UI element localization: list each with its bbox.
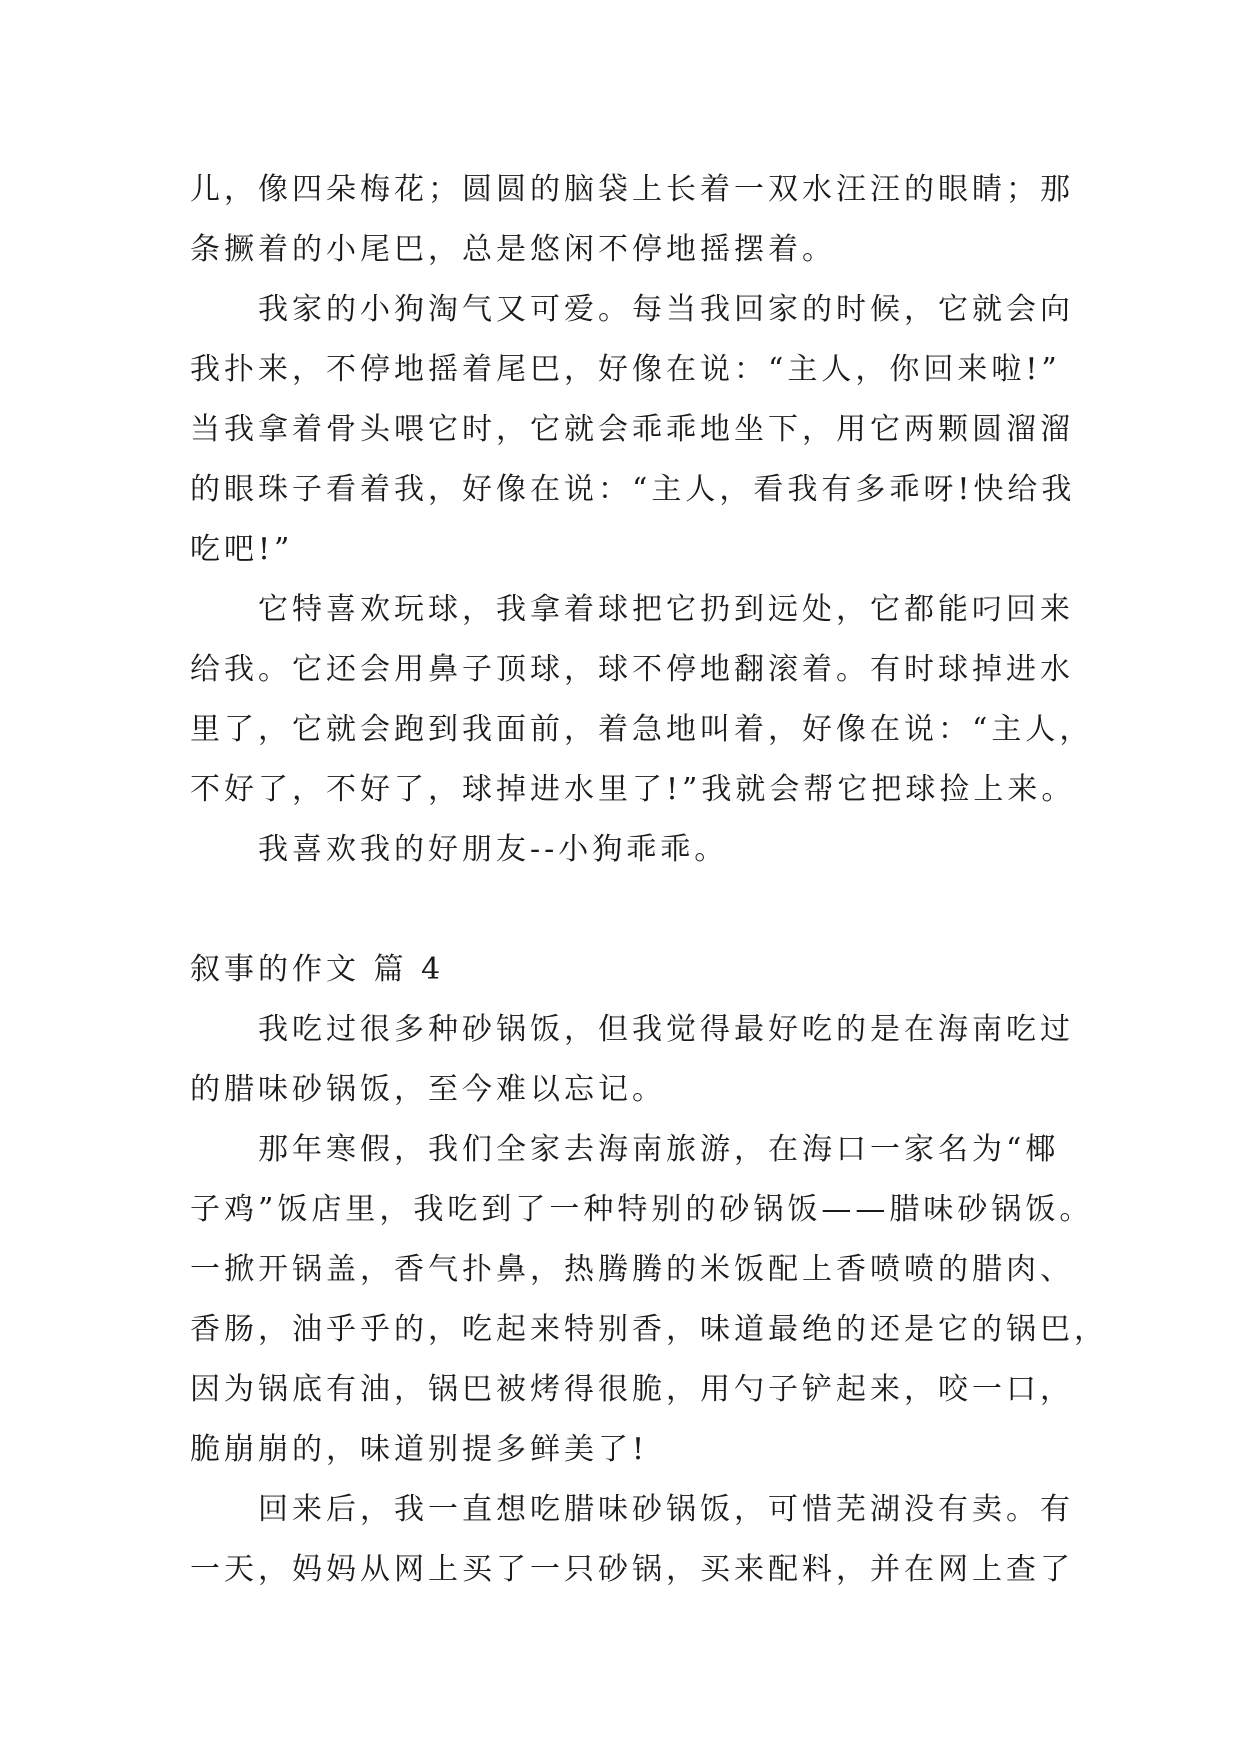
text-line: 子鸡”饭店里，我吃到了一种特别的砂锅饭——腊味砂锅饭。 bbox=[190, 1192, 1094, 1227]
text-line: 的腊味砂锅饭，至今难以忘记。 bbox=[190, 1072, 666, 1107]
text-line: 回来后，我一直想吃腊味砂锅饭，可惜芜湖没有卖。有 bbox=[258, 1492, 1074, 1527]
text-line: 条撅着的小尾巴，总是悠闲不停地摇摆着。 bbox=[190, 232, 836, 267]
paragraph-claypot-home bbox=[190, 1480, 1074, 1600]
text-line: 一天，妈妈从网上买了一只砂锅，买来配料，并在网上查了 bbox=[190, 1552, 1074, 1587]
text-line: 里了，它就会跑到我面前，着急地叫着，好像在说：“主人， bbox=[190, 712, 1094, 747]
text-line: 我家的小狗淘气又可爱。每当我回家的时候，它就会向 bbox=[258, 292, 1074, 327]
text-line: 一掀开锅盖，香气扑鼻，热腾腾的米饭配上香喷喷的腊肉、 bbox=[190, 1252, 1074, 1287]
document-page bbox=[190, 160, 1108, 1600]
section-heading: 叙事的作文 篇 4 bbox=[190, 952, 445, 987]
paragraph-claypot-hainan bbox=[190, 1120, 1108, 1480]
text-line: 儿，像四朵梅花；圆圆的脑袋上长着一双水汪汪的眼睛；那 bbox=[190, 172, 1074, 207]
paragraph-dog-conclusion bbox=[190, 820, 1070, 880]
text-line: 香肠，油乎乎的，吃起来特别香，味道最绝的还是它的锅巴， bbox=[190, 1312, 1108, 1347]
paragraph-dog-appearance bbox=[190, 160, 1074, 280]
section-spacer bbox=[190, 880, 1070, 940]
text-line: 我吃过很多种砂锅饭，但我觉得最好吃的是在海南吃过 bbox=[258, 1012, 1074, 1047]
paragraph-claypot-intro bbox=[190, 1000, 1074, 1120]
text-line: 的眼珠子看着我，好像在说：“主人，看我有多乖呀!快给我 bbox=[190, 472, 1076, 507]
text-line: 那年寒假，我们全家去海南旅游，在海口一家名为“椰 bbox=[258, 1132, 1060, 1167]
text-line: 因为锅底有油，锅巴被烤得很脆，用勺子铲起来，咬一口， bbox=[190, 1372, 1074, 1407]
text-line: 不好了，不好了，球掉进水里了!”我就会帮它把球捡上来。 bbox=[190, 772, 1076, 807]
text-line: 当我拿着骨头喂它时，它就会乖乖地坐下，用它两颗圆溜溜 bbox=[190, 412, 1074, 447]
text-line: 我扑来，不停地摇着尾巴，好像在说：“主人，你回来啦!” bbox=[190, 352, 1061, 387]
paragraph-dog-ball bbox=[190, 580, 1094, 820]
paragraph-dog-naughty bbox=[190, 280, 1076, 580]
text-line: 吃吧!” bbox=[190, 532, 294, 567]
text-line: 我喜欢我的好朋友--小狗乖乖。 bbox=[258, 832, 729, 867]
text-line: 给我。它还会用鼻子顶球，球不停地翻滚着。有时球掉进水 bbox=[190, 652, 1074, 687]
text-line: 脆崩崩的，味道别提多鲜美了! bbox=[190, 1432, 649, 1467]
text-line: 它特喜欢玩球，我拿着球把它扔到远处，它都能叼回来 bbox=[258, 592, 1074, 627]
